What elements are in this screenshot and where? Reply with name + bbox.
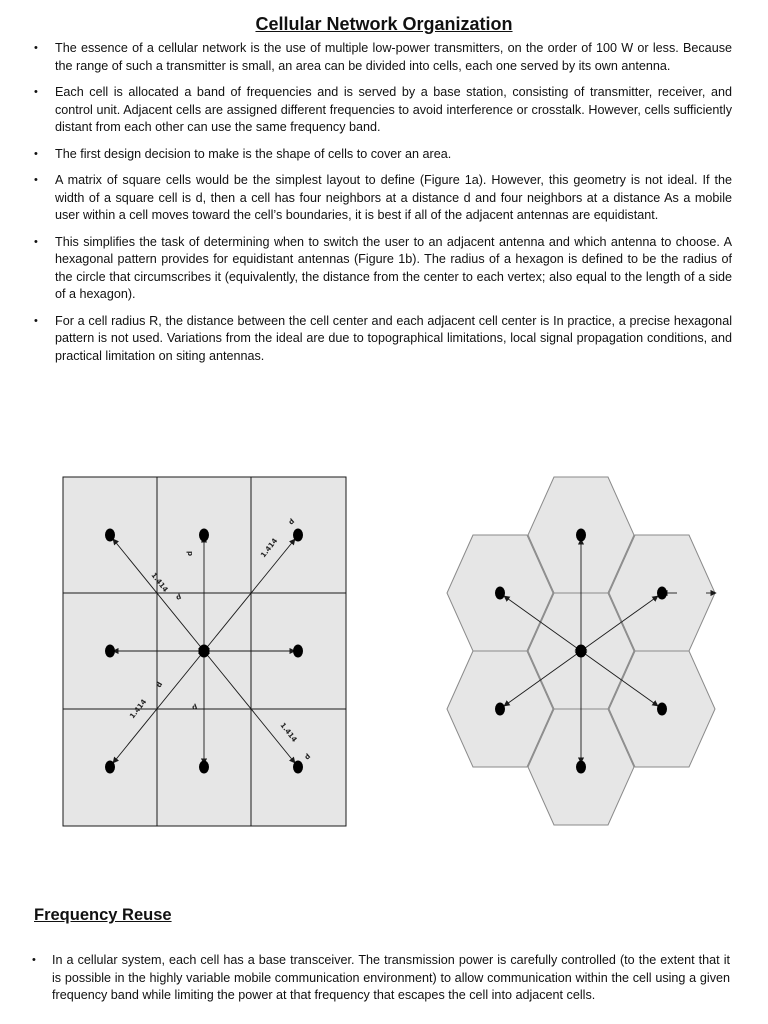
bullet-item: • For a cell radius R, the distance between the cell center and each adjacent cell center is In practice, a precise hexagonal pattern is not used. Variations from the ideal are due to topographical limitations, local signal propagation conditions, and practical limitation on siting antennas.	[34, 313, 732, 366]
frequency-reuse-bullet-list	[32, 952, 730, 1005]
side-label: d	[190, 702, 199, 712]
cell-geometry-figures	[0, 470, 768, 835]
diagonal-label: 1.414	[128, 697, 149, 721]
bullet-item: • This simplifies the task of determining when to switch the user to an adjacent antenna and which antenna to choose. A hexagonal pattern provides for equidistant antennas (Figure 1b). The radius of a hexagon is defined to be the radius of the circle that circumscribes it (equivalently, the distance from the center to each vertex; also equal to the length of a side of a hexagon).	[34, 234, 732, 304]
side-label: d	[287, 517, 297, 527]
diagonal-label: 1.414	[149, 571, 170, 594]
side-label: d	[154, 680, 165, 689]
diagonal-label: 1.414	[278, 721, 299, 744]
side-label: d	[186, 550, 194, 556]
intro-bullet-list	[34, 40, 732, 374]
bullet-item: • A matrix of square cells would be the simplest layout to define (Figure 1a). However, this geometry is not ideal. If the width of a square cell is d, then a cell has four neighbors at a distance d and four neighbors at a distance As a mobile user within a cell moves toward the cell’s boundaries, it is best if all of the adjacent antennas are equidistant.	[34, 172, 732, 225]
side-label: d	[303, 752, 313, 762]
bullet-item: • The essence of a cellular network is the use of multiple low-power transmitters, on the order of 100 W or less. Because the range of such a transmitter is small, an area can be divided into cells, each one served by its own antenna.	[34, 40, 732, 75]
bullet-item: • Each cell is allocated a band of frequencies and is served by a base station, consisting of transmitter, receiver, and control unit. Adjacent cells are assigned different frequencies to avoid interference or crosstalk. However, cells sufficiently distant from each other can use the same frequency band.	[34, 84, 732, 137]
bullet-item: • In a cellular system, each cell has a base transceiver. The transmission power is carefully controlled (to the extent that it is possible in the highly variable mobile communication environment) to allow communication within the cell using a given frequency band while limiting the power at that frequency that escapes the cell into adjacent cells.	[32, 952, 730, 1005]
section-heading-frequency-reuse: Frequency Reuse	[34, 906, 172, 924]
page-title: Cellular Network Organization	[255, 14, 513, 34]
side-label: d	[174, 592, 183, 602]
diagonal-label: 1.414	[259, 536, 280, 560]
bullet-item: • The first design decision to make is the shape of cells to cover an area.	[34, 146, 732, 164]
